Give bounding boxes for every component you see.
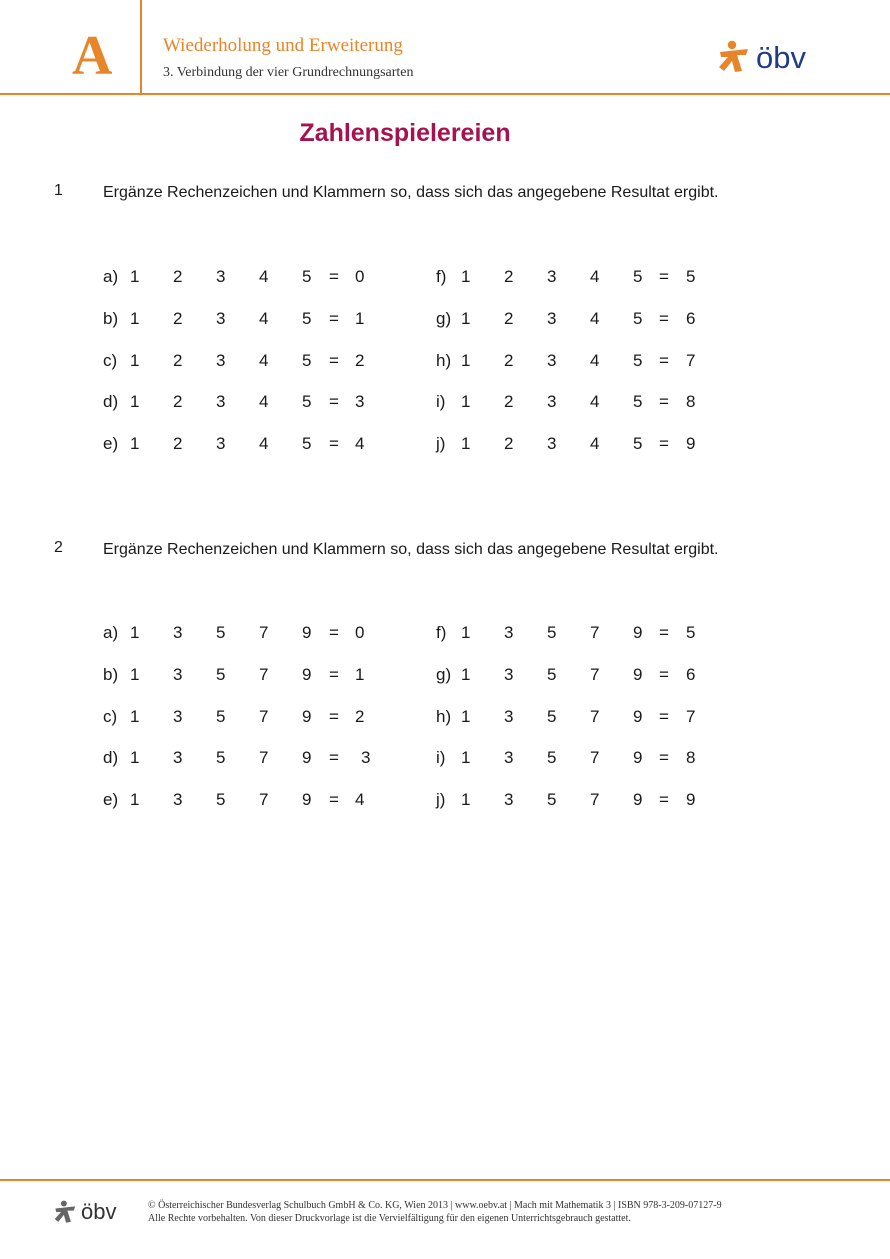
exercise-number: 3 (173, 664, 183, 684)
exercise-number: 7 (259, 790, 269, 810)
task-2-instruction: Ergänze Rechenzeichen und Klammern so, dass sich das angegebene Resultat ergibt. (103, 541, 719, 558)
exercise-number: 3 (173, 706, 183, 726)
exercise-number: 5 (633, 434, 643, 454)
exercise-number: 2 (504, 392, 514, 412)
task-2-number: 2 (54, 539, 63, 556)
exercise-number: 1 (130, 748, 140, 768)
exercise-number: 1 (130, 267, 140, 286)
exercise-number: 5 (216, 623, 226, 642)
equals-sign: = (659, 664, 669, 684)
exercise-number: 3 (216, 267, 226, 286)
exercise-result: 5 (686, 623, 696, 642)
exercise-number: 1 (130, 790, 140, 810)
exercise-number: 5 (302, 392, 312, 412)
exercise-result: 4 (355, 790, 365, 810)
exercise-number: 3 (173, 748, 183, 768)
exercise-result: 4 (355, 434, 365, 454)
exercise-number: 4 (590, 308, 600, 328)
exercise-number: 1 (461, 308, 471, 328)
exercise-number: 1 (130, 706, 140, 726)
exercise-label: j) (436, 434, 446, 454)
exercise-label: a) (103, 623, 119, 642)
equals-sign: = (329, 790, 339, 810)
exercise-number: 1 (461, 623, 471, 642)
header-divider-vertical (140, 0, 142, 94)
exercise-number: 2 (173, 434, 183, 454)
task-1-instruction: Ergänze Rechenzeichen und Klammern so, dass sich das angegebene Resultat ergibt. (103, 184, 719, 201)
exercise-number: 5 (547, 664, 557, 684)
exercise-label: c) (103, 706, 118, 726)
exercise-result: 9 (686, 790, 696, 810)
exercise-number: 1 (130, 623, 140, 642)
section-letter: A (72, 25, 113, 87)
exercise-number: 1 (130, 308, 140, 328)
exercise-label: h) (436, 350, 452, 370)
exercise-number: 4 (259, 392, 269, 412)
exercise-number: 9 (302, 790, 312, 810)
exercise-result: 5 (686, 267, 696, 286)
exercise-label: e) (103, 434, 119, 454)
equals-sign: = (659, 434, 669, 454)
equals-sign: = (329, 748, 339, 768)
exercise-number: 1 (130, 392, 140, 412)
exercise-number: 4 (590, 434, 600, 454)
exercise-number: 4 (590, 392, 600, 412)
exercise-label: d) (103, 748, 119, 768)
exercise-number: 3 (504, 623, 514, 642)
exercise-result: 6 (686, 308, 696, 328)
exercise-number: 5 (216, 664, 226, 684)
equals-sign: = (329, 706, 339, 726)
exercise-result: 0 (355, 267, 365, 286)
exercise-number: 5 (302, 350, 312, 370)
exercise-label: f) (436, 267, 447, 286)
exercise-result: 7 (686, 706, 696, 726)
exercise-number: 4 (259, 308, 269, 328)
exercise-label: a) (103, 267, 119, 286)
exercise-number: 3 (547, 267, 557, 286)
footer-divider (0, 1179, 890, 1181)
exercise-number: 5 (216, 790, 226, 810)
footer-line-2: Alle Rechte vorbehalten. Von dieser Druckvorlage ist die Vervielfältigung für den eigenen Unterrichtsgebrauch gestattet. (148, 1213, 631, 1224)
obv-star-icon (718, 40, 752, 74)
exercise-number: 9 (633, 790, 643, 810)
exercise-number: 3 (216, 350, 226, 370)
exercise-number: 7 (259, 706, 269, 726)
exercise-result: 3 (355, 392, 365, 412)
equals-sign: = (329, 623, 339, 642)
exercise-result: 0 (355, 623, 365, 642)
exercise-label: b) (103, 664, 119, 684)
equals-sign: = (659, 748, 669, 768)
exercise-label: d) (103, 392, 119, 412)
exercise-number: 7 (590, 664, 600, 684)
exercise-number: 5 (633, 392, 643, 412)
exercise-number: 2 (173, 392, 183, 412)
exercise-number: 2 (173, 308, 183, 328)
equals-sign: = (659, 623, 669, 642)
exercise-label: i) (436, 392, 446, 412)
exercise-number: 7 (590, 706, 600, 726)
exercise-number: 3 (547, 434, 557, 454)
exercise-number: 3 (216, 434, 226, 454)
exercise-result: 6 (686, 664, 696, 684)
exercise-number: 7 (259, 623, 269, 642)
exercise-number: 1 (461, 664, 471, 684)
exercise-number: 3 (173, 623, 183, 642)
equals-sign: = (329, 267, 339, 286)
exercise-number: 5 (302, 308, 312, 328)
exercise-number: 4 (259, 434, 269, 454)
exercise-number: 2 (173, 350, 183, 370)
exercise-number: 5 (547, 623, 557, 642)
exercise-number: 1 (461, 434, 471, 454)
exercise-number: 3 (547, 308, 557, 328)
exercise-label: e) (103, 790, 119, 810)
exercise-number: 4 (259, 350, 269, 370)
equals-sign: = (659, 308, 669, 328)
exercise-label: j) (436, 790, 446, 810)
exercise-number: 9 (302, 623, 312, 642)
exercise-number: 1 (461, 350, 471, 370)
footer-line-1: © Österreichischer Bundesverlag Schulbuch GmbH & Co. KG, Wien 2013 | www.oebv.at | Mach mit Mathematik 3 | ISBN 978-3-209-07127-9 (148, 1200, 722, 1211)
page-title: Zahlenspielereien (299, 119, 511, 147)
exercise-number: 9 (633, 706, 643, 726)
exercise-number: 5 (633, 267, 643, 286)
exercise-label: g) (436, 308, 452, 328)
exercise-number: 5 (547, 706, 557, 726)
equals-sign: = (659, 267, 669, 286)
exercise-number: 1 (130, 350, 140, 370)
equals-sign: = (659, 392, 669, 412)
exercise-label: c) (103, 350, 118, 370)
exercise-number: 9 (302, 706, 312, 726)
footer-logo-text: öbv (81, 1199, 117, 1224)
exercise-result: 9 (686, 434, 696, 454)
exercise-number: 7 (590, 748, 600, 768)
exercise-number: 5 (216, 748, 226, 768)
obv-star-icon (54, 1200, 78, 1224)
equals-sign: = (329, 434, 339, 454)
exercise-number: 4 (590, 350, 600, 370)
exercise-number: 3 (173, 790, 183, 810)
exercise-number: 3 (547, 350, 557, 370)
exercise-label: i) (436, 748, 446, 768)
exercise-number: 7 (259, 748, 269, 768)
exercise-number: 2 (504, 267, 514, 286)
exercise-number: 1 (461, 748, 471, 768)
exercise-number: 1 (461, 267, 471, 286)
equals-sign: = (329, 392, 339, 412)
exercise-number: 3 (216, 392, 226, 412)
exercise-number: 5 (302, 434, 312, 454)
exercise-result: 8 (686, 392, 696, 412)
exercise-number: 9 (302, 664, 312, 684)
exercise-label: g) (436, 664, 452, 684)
exercise-label: h) (436, 706, 452, 726)
exercise-number: 3 (216, 308, 226, 328)
equals-sign: = (329, 308, 339, 328)
equals-sign: = (659, 350, 669, 370)
exercise-result: 7 (686, 350, 696, 370)
exercise-number: 7 (590, 790, 600, 810)
exercise-result: 1 (355, 664, 365, 684)
equals-sign: = (659, 706, 669, 726)
exercise-number: 5 (547, 748, 557, 768)
exercise-number: 5 (302, 267, 312, 286)
equals-sign: = (329, 350, 339, 370)
exercise-number: 3 (547, 392, 557, 412)
exercise-number: 1 (130, 434, 140, 454)
exercise-result: 3 (361, 748, 371, 768)
task-1-number: 1 (54, 182, 63, 199)
exercise-number: 9 (302, 748, 312, 768)
publisher-logo (718, 40, 806, 74)
equals-sign: = (329, 664, 339, 684)
exercise-result: 1 (355, 308, 365, 328)
exercise-number: 5 (216, 706, 226, 726)
exercise-number: 1 (461, 392, 471, 412)
exercise-number: 2 (173, 267, 183, 286)
header-divider-horizontal (0, 93, 890, 95)
exercise-number: 7 (590, 623, 600, 642)
footer-copyright (148, 1199, 722, 1225)
exercise-number: 3 (504, 748, 514, 768)
exercise-number: 1 (461, 706, 471, 726)
exercise-number: 5 (633, 308, 643, 328)
publisher-logo-text: öbv (756, 39, 806, 75)
exercise-number: 2 (504, 434, 514, 454)
chapter-title: Wiederholung und Erweiterung (163, 35, 403, 56)
exercise-number: 9 (633, 664, 643, 684)
exercise-number: 4 (590, 267, 600, 286)
exercise-number: 3 (504, 706, 514, 726)
exercise-number: 1 (461, 790, 471, 810)
exercise-number: 9 (633, 623, 643, 642)
exercise-number: 4 (259, 267, 269, 286)
exercise-number: 5 (547, 790, 557, 810)
chapter-subtitle: 3. Verbindung der vier Grundrechnungsarten (163, 65, 414, 80)
exercise-label: f) (436, 623, 447, 642)
equals-sign: = (659, 790, 669, 810)
exercise-number: 7 (259, 664, 269, 684)
exercise-result: 8 (686, 748, 696, 768)
exercise-number: 2 (504, 308, 514, 328)
exercise-number: 2 (504, 350, 514, 370)
exercise-number: 5 (633, 350, 643, 370)
exercise-result: 2 (355, 706, 365, 726)
exercise-result: 2 (355, 350, 365, 370)
footer-logo (54, 1200, 116, 1224)
exercise-number: 9 (633, 748, 643, 768)
exercise-label: b) (103, 308, 119, 328)
exercise-number: 3 (504, 664, 514, 684)
exercise-number: 1 (130, 664, 140, 684)
exercise-number: 3 (504, 790, 514, 810)
